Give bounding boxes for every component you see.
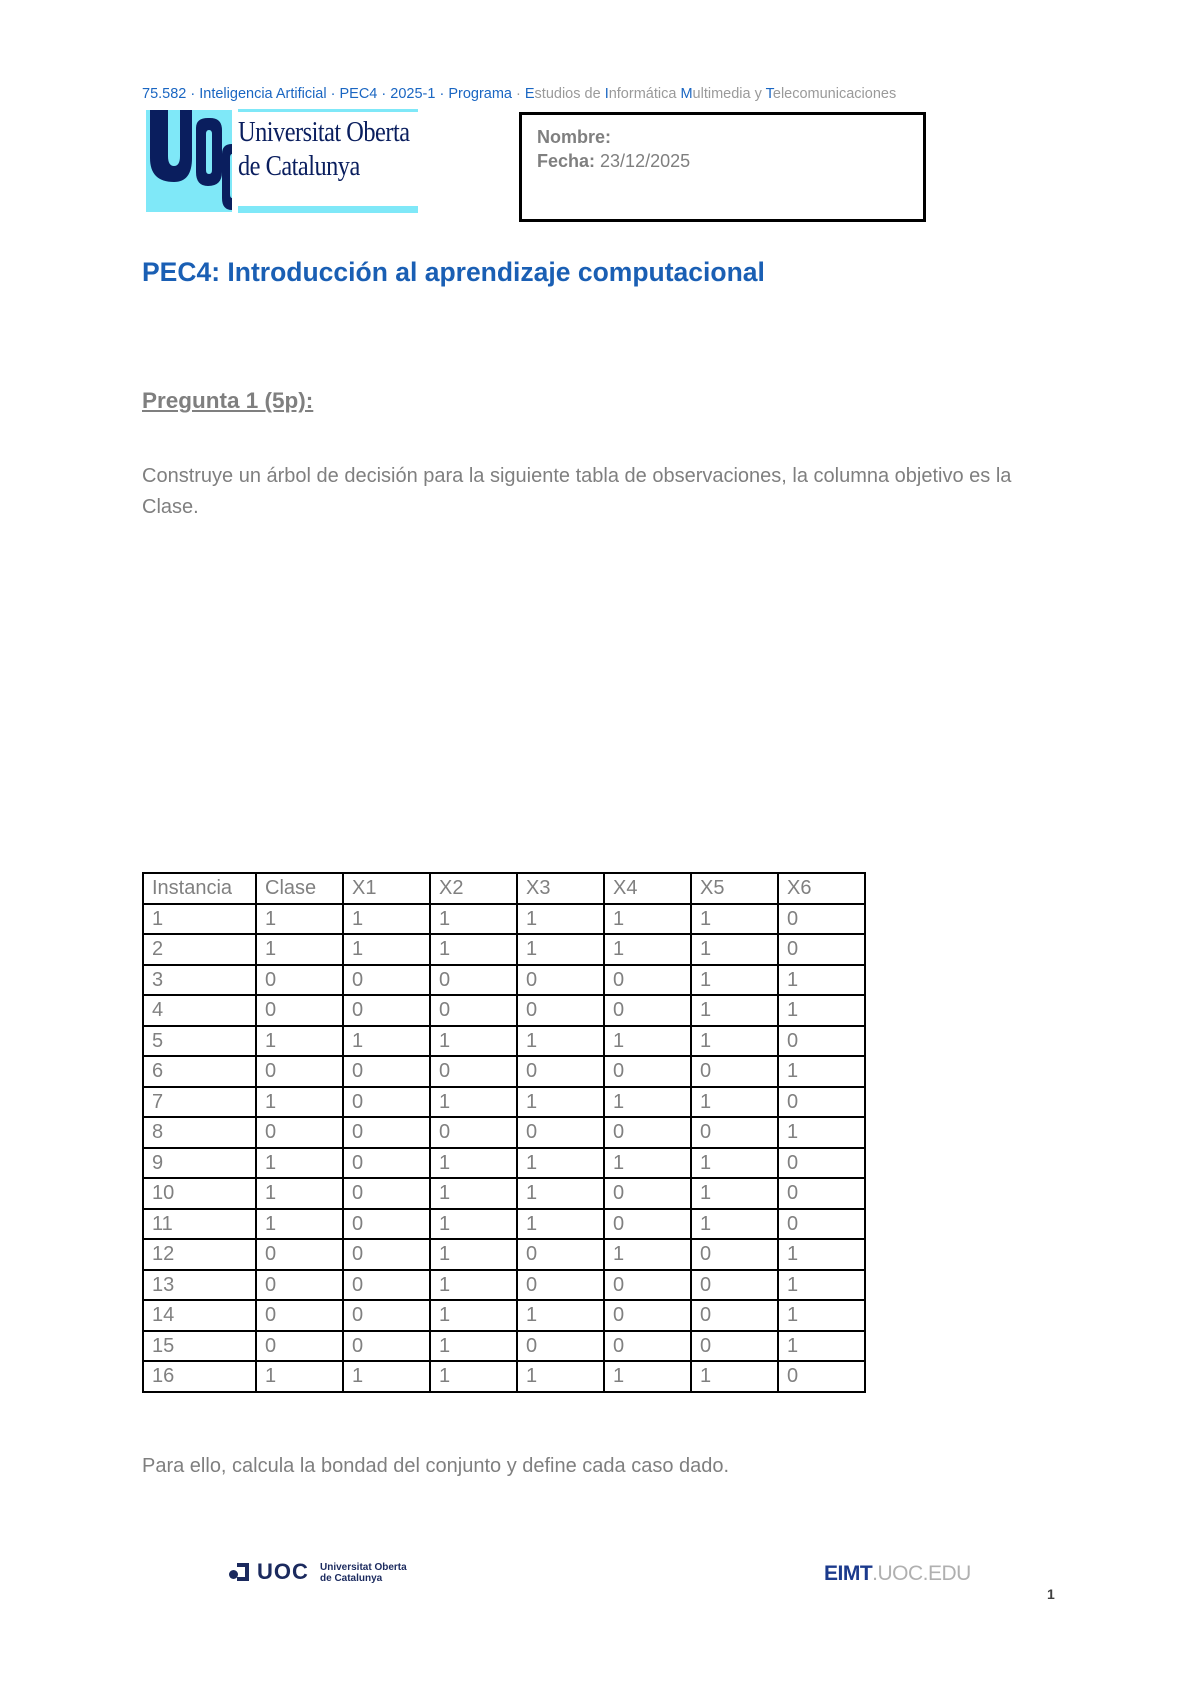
table-cell: 1 (430, 1026, 517, 1057)
table-cell: 1 (517, 904, 604, 935)
table-cell: 0 (256, 1117, 343, 1148)
studies-word: studios de (534, 86, 605, 102)
table-cell: 0 (691, 1331, 778, 1362)
question-instructions: Para ello, calcula la bondad del conjunto y define cada caso dado. (142, 1455, 730, 1477)
separator: · (377, 86, 391, 102)
table-cell: 1 (517, 1148, 604, 1179)
table-cell: 7 (143, 1087, 256, 1118)
table-cell: 0 (517, 1331, 604, 1362)
table-row (143, 1270, 865, 1301)
studies-initial: T (765, 86, 773, 102)
table-cell: 1 (343, 1361, 430, 1392)
table-cell: 1 (517, 934, 604, 965)
table-cell: 1 (430, 1148, 517, 1179)
table-cell: 0 (604, 1270, 691, 1301)
table-cell: 0 (343, 965, 430, 996)
table-cell: 1 (143, 904, 256, 935)
table-cell: 1 (778, 1239, 865, 1270)
table-cell: 0 (778, 1148, 865, 1179)
date-label: Fecha: (537, 151, 596, 171)
table-cell: 1 (256, 904, 343, 935)
table-cell: 0 (778, 1026, 865, 1057)
table-cell: 1 (604, 1239, 691, 1270)
table-cell: 12 (143, 1239, 256, 1270)
semester: 2025-1 (390, 86, 436, 102)
column-header: Clase (256, 873, 343, 904)
program-label: Programa (448, 86, 512, 102)
uoc-logo (146, 110, 418, 214)
footer-logo-line-1: Universitat Oberta (320, 1562, 407, 1573)
studies-initial: E (524, 86, 535, 102)
table-header-row (143, 873, 865, 904)
table-cell: 0 (343, 1300, 430, 1331)
site-brand: EIMT (824, 1562, 873, 1585)
table-cell: 1 (430, 1209, 517, 1240)
table-cell: 1 (256, 934, 343, 965)
course-name: Inteligencia Artificial (199, 86, 327, 102)
table-cell: 0 (604, 1056, 691, 1087)
question-heading: Pregunta 1 (5p): (142, 388, 314, 413)
table-cell: 11 (143, 1209, 256, 1240)
table-cell: 0 (604, 995, 691, 1026)
table-cell: 0 (343, 1148, 430, 1179)
page-title: PEC4: Introducción al aprendizaje computacional (142, 257, 765, 287)
studies-name (525, 86, 896, 102)
student-info-box (519, 112, 926, 222)
separator: · (511, 86, 525, 102)
table-cell: 0 (517, 995, 604, 1026)
table-row (143, 1361, 865, 1392)
observations-table (142, 872, 866, 1393)
column-header: X2 (430, 873, 517, 904)
table-cell: 1 (604, 1087, 691, 1118)
studies-initial: I (604, 86, 609, 102)
table-cell: 0 (430, 965, 517, 996)
table-cell: 0 (343, 1117, 430, 1148)
table-cell: 0 (604, 1209, 691, 1240)
table-cell: 1 (778, 1056, 865, 1087)
table-cell: 0 (691, 1117, 778, 1148)
footer-logo-mark: UOC (257, 1559, 309, 1584)
table-row (143, 1239, 865, 1270)
table-cell: 0 (517, 1270, 604, 1301)
table-cell: 0 (778, 1209, 865, 1240)
table-row (143, 1117, 865, 1148)
table-cell: 0 (517, 1056, 604, 1087)
table-cell: 1 (430, 1361, 517, 1392)
column-header: X3 (517, 873, 604, 904)
table-cell: 0 (343, 1087, 430, 1118)
table-cell: 1 (430, 934, 517, 965)
table-cell: 0 (778, 1087, 865, 1118)
table-cell: 14 (143, 1300, 256, 1331)
table-cell: 1 (517, 1026, 604, 1057)
table-cell: 1 (691, 934, 778, 965)
name-label: Nombre: (537, 127, 612, 147)
table-cell: 1 (430, 1270, 517, 1301)
table-cell: 0 (256, 965, 343, 996)
table-cell: 1 (691, 904, 778, 935)
table-cell: 0 (343, 995, 430, 1026)
table-cell: 0 (517, 1117, 604, 1148)
table-cell: 0 (430, 995, 517, 1026)
table-cell: 1 (343, 904, 430, 935)
separator: · (186, 86, 200, 102)
table-cell: 1 (343, 1026, 430, 1057)
table-row (143, 1209, 865, 1240)
logo-rule (238, 206, 418, 213)
table-cell: 1 (517, 1361, 604, 1392)
table-cell: 9 (143, 1148, 256, 1179)
table-cell: 0 (517, 1239, 604, 1270)
table-cell: 0 (691, 1056, 778, 1087)
table-row (143, 1056, 865, 1087)
name-row (537, 125, 908, 149)
table-cell: 6 (143, 1056, 256, 1087)
table-cell: 0 (517, 965, 604, 996)
table-cell: 0 (778, 904, 865, 935)
studies-initial: M (680, 86, 693, 102)
logo-rule (238, 109, 418, 112)
table-cell: 1 (430, 1331, 517, 1362)
table-cell: 0 (256, 1270, 343, 1301)
table-cell: 10 (143, 1178, 256, 1209)
table-cell: 1 (517, 1087, 604, 1118)
date-row (537, 149, 908, 173)
table-cell: 1 (778, 1300, 865, 1331)
table-row (143, 1300, 865, 1331)
table-cell: 1 (604, 1148, 691, 1179)
table-cell: 1 (691, 1361, 778, 1392)
running-header (142, 86, 896, 102)
table-cell: 5 (143, 1026, 256, 1057)
table-cell: 4 (143, 995, 256, 1026)
studies-word: elecomunicaciones (772, 86, 897, 102)
logo-line-1: Universitat Oberta (238, 116, 410, 148)
table-cell: 1 (430, 904, 517, 935)
table-cell: 1 (691, 1026, 778, 1057)
table-cell: 1 (691, 1209, 778, 1240)
assignment-code: PEC4 (339, 86, 378, 102)
table-cell: 2 (143, 934, 256, 965)
table-cell: 0 (604, 1331, 691, 1362)
column-header: X4 (604, 873, 691, 904)
table-cell: 0 (778, 1361, 865, 1392)
table-row (143, 1148, 865, 1179)
table-cell: 1 (691, 1087, 778, 1118)
footer-uoc-logo (229, 1560, 429, 1586)
question-statement: Construye un árbol de decisión para la siguiente tabla de observaciones, la columna objetivo es la Clase. (142, 465, 1012, 518)
uoc-logo-wordmark (238, 110, 418, 214)
footer-logo-line-2: de Catalunya (320, 1573, 383, 1584)
separator: · (435, 86, 449, 102)
table-cell: 0 (343, 1056, 430, 1087)
table-cell: 0 (343, 1331, 430, 1362)
table-cell: 1 (430, 1178, 517, 1209)
table-cell: 13 (143, 1270, 256, 1301)
site-domain: .UOC.EDU (872, 1562, 971, 1585)
table-cell: 1 (604, 904, 691, 935)
uoc-bracket-icon (237, 1563, 249, 1581)
table-cell: 1 (256, 1026, 343, 1057)
table-cell: 0 (343, 1178, 430, 1209)
table-cell: 0 (430, 1056, 517, 1087)
table-cell: 1 (430, 1300, 517, 1331)
table-cell: 0 (778, 934, 865, 965)
table-cell: 1 (778, 1270, 865, 1301)
table-cell: 0 (256, 1056, 343, 1087)
table-cell: 3 (143, 965, 256, 996)
table-cell: 1 (430, 1087, 517, 1118)
column-header: X6 (778, 873, 865, 904)
table-cell: 0 (256, 1331, 343, 1362)
table-cell: 1 (256, 1087, 343, 1118)
table-body (143, 904, 865, 1392)
table-cell: 1 (256, 1209, 343, 1240)
table-cell: 0 (256, 1239, 343, 1270)
table-cell: 1 (778, 965, 865, 996)
table-row (143, 965, 865, 996)
table-cell: 1 (517, 1178, 604, 1209)
table-row (143, 1026, 865, 1057)
table-cell: 0 (256, 995, 343, 1026)
date-value: 23/12/2025 (595, 151, 691, 171)
column-header: X5 (691, 873, 778, 904)
table-cell: 1 (604, 1026, 691, 1057)
table-row (143, 904, 865, 935)
table-cell: 0 (778, 1178, 865, 1209)
studies-word: ultimedia y (692, 86, 766, 102)
table-cell: 0 (691, 1300, 778, 1331)
table-cell: 0 (343, 1270, 430, 1301)
table-cell: 1 (256, 1148, 343, 1179)
table-cell: 1 (256, 1178, 343, 1209)
table-cell: 1 (778, 995, 865, 1026)
table-cell: 0 (256, 1300, 343, 1331)
table-cell: 1 (604, 1361, 691, 1392)
table-cell: 1 (256, 1361, 343, 1392)
table-cell: 1 (517, 1300, 604, 1331)
table-cell: 1 (604, 934, 691, 965)
table-cell: 1 (691, 995, 778, 1026)
table-cell: 1 (343, 934, 430, 965)
table-cell: 0 (604, 1300, 691, 1331)
table-cell: 1 (691, 1178, 778, 1209)
table-cell: 0 (343, 1239, 430, 1270)
table-cell: 1 (778, 1117, 865, 1148)
table-cell: 0 (604, 965, 691, 996)
table-cell: 1 (778, 1331, 865, 1362)
course-code: 75.582 (142, 86, 187, 102)
studies-word: nformática (608, 86, 681, 102)
table-cell: 1 (691, 1148, 778, 1179)
table-row (143, 1178, 865, 1209)
table-cell: 0 (604, 1178, 691, 1209)
footer-site-link[interactable] (824, 1562, 971, 1586)
table-cell: 15 (143, 1331, 256, 1362)
table-cell: 1 (691, 965, 778, 996)
footer-logo-text (320, 1562, 407, 1584)
table-cell: 1 (517, 1209, 604, 1240)
column-header: X1 (343, 873, 430, 904)
table-cell: 0 (604, 1117, 691, 1148)
separator: · (326, 86, 340, 102)
logo-line-2: de Catalunya (238, 150, 360, 182)
table-cell: 1 (430, 1239, 517, 1270)
table-cell: 8 (143, 1117, 256, 1148)
table-row (143, 1331, 865, 1362)
column-header: Instancia (143, 873, 256, 904)
table-cell: 0 (691, 1270, 778, 1301)
table-cell: 16 (143, 1361, 256, 1392)
table-row (143, 1087, 865, 1118)
page-number: 1 (1047, 1586, 1055, 1602)
table-row (143, 995, 865, 1026)
table-row (143, 934, 865, 965)
table-cell: 0 (430, 1117, 517, 1148)
table-cell: 0 (691, 1239, 778, 1270)
table-cell: 0 (343, 1209, 430, 1240)
uoc-logo-mark-icon (146, 110, 232, 212)
